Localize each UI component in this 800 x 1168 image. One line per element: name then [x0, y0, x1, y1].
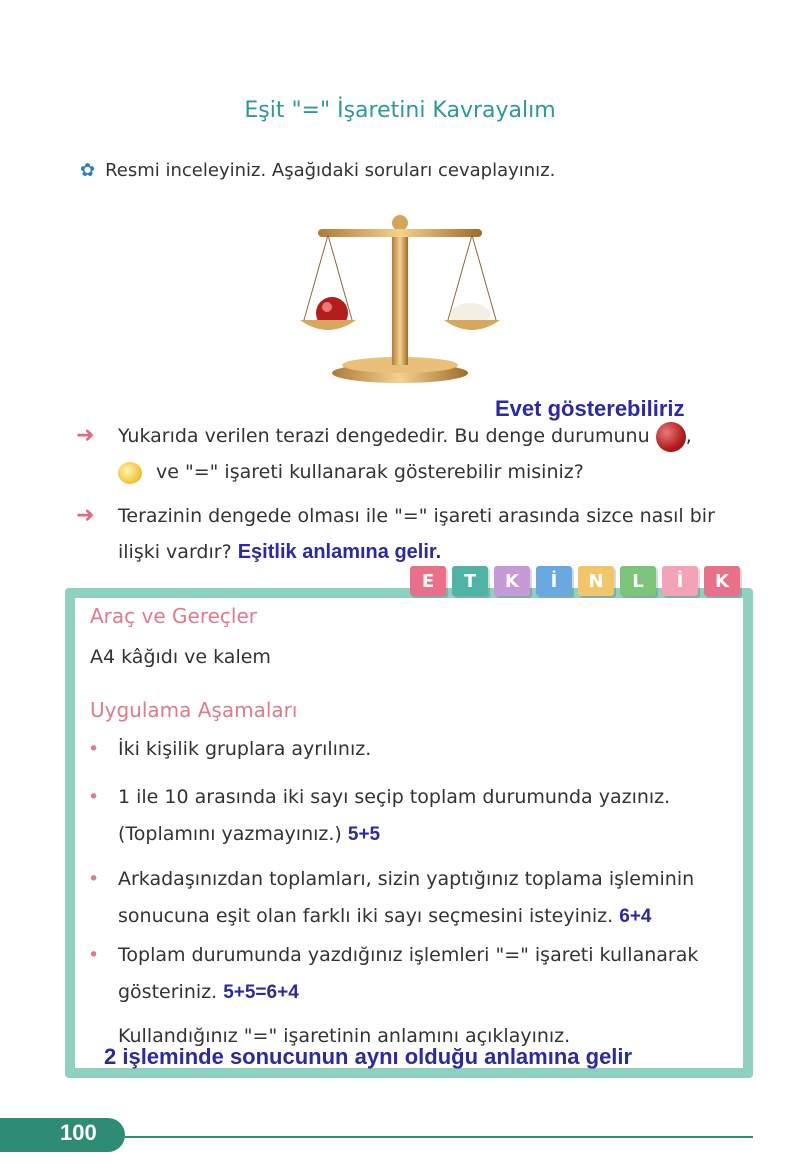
step-4-line1: Toplam durumunda yazdığınız işlemleri "=" işareti kullanarak	[118, 944, 699, 966]
question-2	[76, 498, 766, 563]
tools-text: A4 kâğıdı ve kalem	[90, 646, 271, 668]
step-1: İki kişilik gruplara ayrılınız.	[118, 738, 372, 760]
etkinlik-letter: K	[704, 566, 740, 596]
q2-line2: ilişki vardır?	[118, 541, 232, 563]
arrow-icon: ➜	[76, 423, 95, 448]
step-3	[118, 861, 736, 935]
step-2	[118, 779, 736, 853]
q1-line2: ve "=" işareti kullanarak gösterebilir misiniz?	[156, 461, 584, 483]
answer-1: Evet gösterebiliriz	[495, 396, 685, 421]
arrow-icon: ➜	[76, 503, 95, 528]
step-2-answer: 5+5	[347, 824, 381, 845]
step-2-line1: 1 ile 10 arasında iki sayı seçip toplam durumunda yazınız.	[118, 786, 671, 808]
answer-2: Eşitlik anlamına gelir.	[237, 541, 442, 563]
bullet: •	[88, 738, 100, 760]
q1-line1: Yukarıda verilen terazi dengededir. Bu denge durumunu	[118, 425, 650, 447]
etkinlik-letter: İ	[662, 566, 698, 596]
instruction-text: Resmi inceleyiniz. Aşağıdaki soruları cevaplayınız.	[105, 160, 556, 181]
etkinlik-letter: İ	[536, 566, 572, 596]
step-3-answer: 6+4	[619, 906, 652, 927]
step-5: Kullandığınız "=" işaretinin anlamını açıklayınız.	[118, 1025, 571, 1047]
lemon-icon	[118, 462, 142, 484]
etkinlik-letter: N	[578, 566, 614, 596]
bullet: •	[88, 868, 100, 890]
step-2-line2: (Toplamını yazmayınız.)	[118, 823, 342, 845]
flower-icon: ✿	[80, 160, 96, 181]
step-4-answer: 5+5=6+4	[223, 982, 299, 1003]
etkinlik-letter: T	[452, 566, 488, 596]
balance-scale-illustration	[290, 205, 510, 390]
q1-comma: ,	[685, 425, 692, 447]
q2-line1: Terazinin dengede olması ile "=" işareti arasında sizce nasıl bir	[118, 505, 715, 527]
bullet: •	[88, 944, 100, 966]
step-3-line1: Arkadaşınızdan toplamları, sizin yaptığınız toplama işleminin	[118, 868, 695, 890]
step-4	[118, 937, 736, 1011]
etkinlik-banner	[410, 566, 740, 596]
step-5-answer: 2 işleminde sonucunun aynı olduğu anlamına gelir	[104, 1044, 633, 1069]
etkinlik-letter: L	[620, 566, 656, 596]
page-title: Eşit "=" İşaretini Kavrayalım	[244, 98, 556, 123]
tools-heading: Araç ve Gereçler	[90, 604, 257, 628]
page-number: 100	[60, 1120, 97, 1145]
step-4-line2: gösteriniz.	[118, 981, 218, 1003]
step-3-line2: sonucuna eşit olan farklı iki sayı seçmesini isteyiniz.	[118, 905, 614, 927]
etkinlik-letter: E	[410, 566, 446, 596]
steps-heading: Uygulama Aşamaları	[90, 698, 298, 722]
etkinlik-letter: K	[494, 566, 530, 596]
footer-rule	[125, 1136, 753, 1138]
instruction	[80, 160, 555, 181]
bullet: •	[88, 786, 100, 808]
apple-icon	[656, 422, 686, 452]
question-1	[76, 418, 766, 483]
